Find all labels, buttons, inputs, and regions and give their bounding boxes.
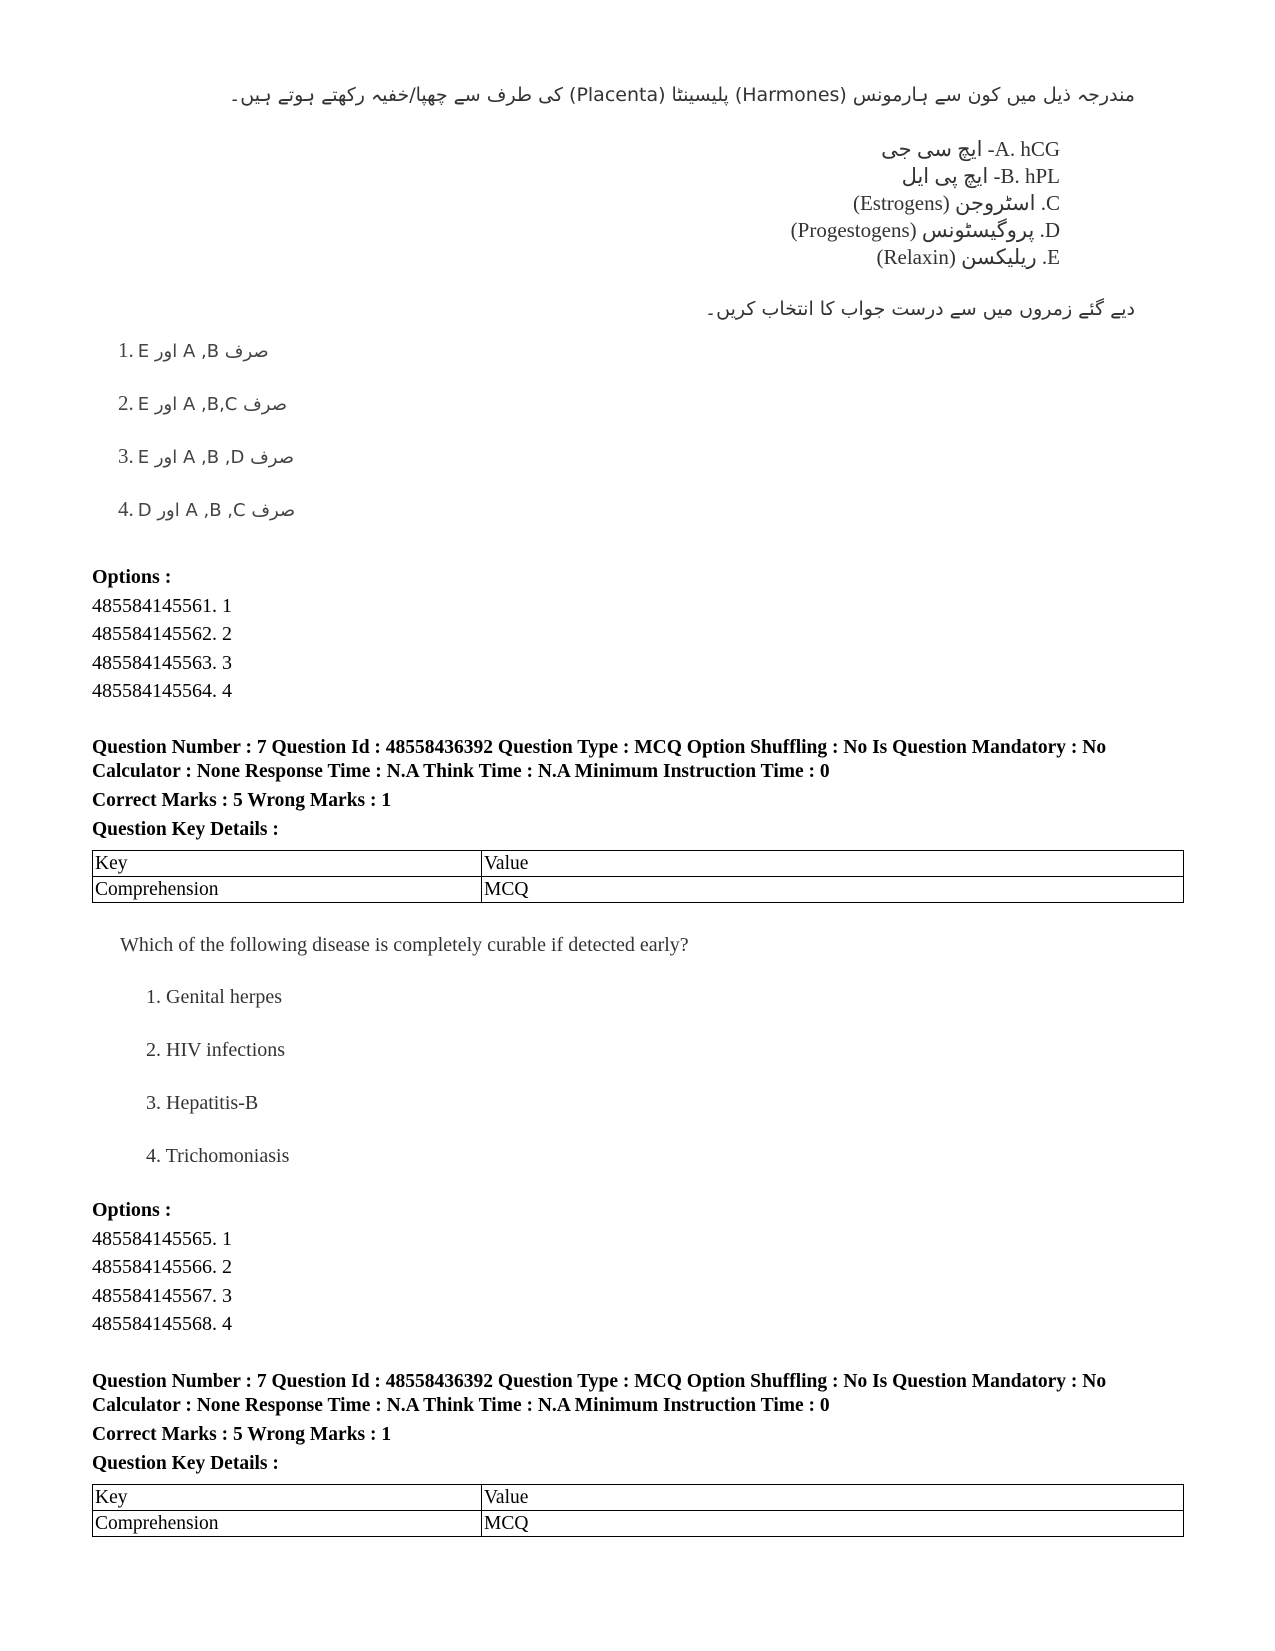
- table-row: [93, 877, 1184, 903]
- question-info-line: Calculator : None Response Time : N.A Think Time : N.A Minimum Instruction Time : 0: [92, 1395, 830, 1416]
- table-cell-value: MCQ: [482, 1511, 1184, 1537]
- marks-line: Correct Marks : 5 Wrong Marks : 1: [92, 1424, 392, 1445]
- answer-choice: [118, 338, 295, 391]
- urdu-statement-e: E. ریلیکسن (Relaxin): [876, 245, 1060, 269]
- table-header-row: [93, 851, 1184, 877]
- question-info-line: Question Number : 7 Question Id : 48558436392 Question Type : MCQ Option Shuffling : No Is Question Mandatory : No: [92, 737, 1107, 758]
- urdu-question-stem: مندرجہ ذیل میں کون سے ہارمونس (Harmones) پلیسینٹا (Placenta) کی طرف سے چھپا/خفیہ رکھتے ہوتے ہیں۔: [229, 84, 1135, 106]
- question-meta-2: [92, 1370, 1106, 1476]
- choice-text: صرف A ,B ,C اور D: [137, 500, 296, 521]
- answer-choice: 3. Hepatitis-B: [146, 1092, 259, 1114]
- question-stem: Which of the following disease is completely curable if detected early?: [120, 934, 689, 956]
- table-cell-key: Comprehension: [93, 877, 482, 903]
- answer-choice: [118, 444, 295, 497]
- marks-line: Correct Marks : 5 Wrong Marks : 1: [92, 790, 392, 811]
- urdu-answer-choices: [118, 338, 295, 550]
- question-info-line: Question Number : 7 Question Id : 48558436392 Question Type : MCQ Option Shuffling : No Is Question Mandatory : No: [92, 1371, 1107, 1392]
- choice-text: صرف A ,B اور E: [137, 341, 269, 362]
- answer-choice: [118, 391, 295, 444]
- urdu-statement-b: B. hPL- ایچ پی ایل: [901, 164, 1060, 188]
- table-cell-value: MCQ: [482, 877, 1184, 903]
- answer-choice: 4. Trichomoniasis: [146, 1145, 290, 1167]
- key-details-label: Question Key Details :: [92, 819, 279, 840]
- option-id: 485584145561. 1: [92, 594, 232, 617]
- question-meta-1: [92, 736, 1106, 842]
- table-header-value: Value: [482, 1485, 1184, 1511]
- option-id: 485584145566. 2: [92, 1256, 232, 1278]
- key-details-label: Question Key Details :: [92, 1453, 279, 1474]
- table-row: [93, 1511, 1184, 1537]
- answer-choice: 1. Genital herpes: [146, 986, 283, 1008]
- options-header: Options :: [92, 566, 172, 588]
- option-id: 485584145564. 4: [92, 680, 232, 702]
- key-details-table-1: [92, 850, 1184, 903]
- options-header: Options :: [92, 1199, 172, 1221]
- option-id: 485584145565. 1: [92, 1227, 232, 1250]
- choice-text: صرف A ,B,C اور E: [137, 394, 287, 415]
- urdu-statement-list: [791, 136, 1060, 271]
- key-details-table-2: [92, 1484, 1184, 1537]
- answer-choice: [118, 497, 295, 550]
- table-header-row: [93, 1485, 1184, 1511]
- table-header-key: Key: [93, 1485, 482, 1511]
- urdu-question-image: [229, 84, 1135, 320]
- choice-text: صرف A ,B ,D اور E: [137, 447, 294, 468]
- option-id: 485584145568. 4: [92, 1313, 232, 1335]
- table-header-key: Key: [93, 851, 482, 877]
- options-block-2: [92, 1196, 232, 1339]
- table-header-value: Value: [482, 851, 1184, 877]
- question-info-line: Calculator : None Response Time : N.A Think Time : N.A Minimum Instruction Time : 0: [92, 761, 830, 782]
- table-cell-key: Comprehension: [93, 1511, 482, 1537]
- answer-choice: 2. HIV infections: [146, 1039, 286, 1061]
- urdu-statement-c: C. اسٹروجن (Estrogens): [852, 191, 1060, 215]
- urdu-statement-a: A. hCG- ایچ سی جی: [881, 137, 1060, 161]
- urdu-instruction: دیے گئے زمروں میں سے درست جواب کا انتخاب کریں۔: [705, 298, 1135, 320]
- choice-number: 1.: [118, 338, 134, 362]
- options-block-1: [92, 563, 232, 706]
- option-id: 485584145562. 2: [92, 623, 232, 645]
- choice-number: 3.: [118, 444, 134, 468]
- choice-number: 2.: [118, 391, 134, 415]
- option-id: 485584145563. 3: [92, 651, 232, 674]
- english-question-image: [120, 934, 689, 1197]
- urdu-statement-d: D. پروگیسٹونس (Progestogens): [790, 218, 1060, 242]
- option-id: 485584145567. 3: [92, 1284, 232, 1307]
- choice-number: 4.: [118, 497, 134, 521]
